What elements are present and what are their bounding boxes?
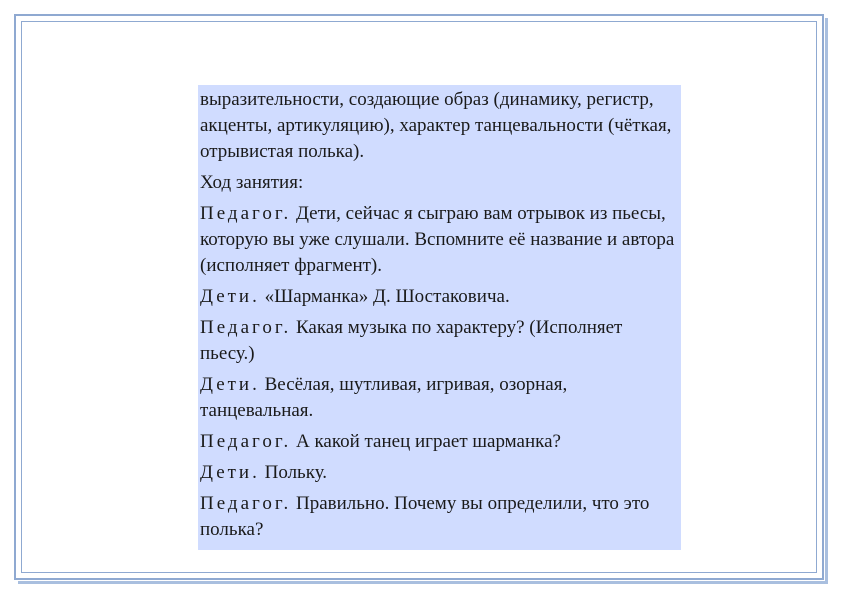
- paragraph-text: Дети, сейчас я сыграю вам отрывок из пьесы, которую вы уже слушали. Вспомните её название и автора (исполняет фрагмент).: [200, 203, 675, 276]
- paragraph-6: [200, 372, 677, 424]
- paragraph-text: «Шарманка» Д. Шостаковича.: [259, 286, 510, 307]
- speaker-label: Дети.: [200, 462, 260, 483]
- paragraph-7: [200, 429, 677, 455]
- speaker-label: Дети.: [200, 374, 260, 395]
- paragraph-text: Правильно. Почему вы определили, что это полька?: [200, 493, 650, 540]
- paragraph-1: [200, 87, 677, 165]
- paragraph-8: [200, 460, 677, 486]
- speaker-label: Педагог.: [200, 317, 292, 338]
- speaker-label: Педагог.: [200, 431, 292, 452]
- speaker-label: Дети.: [200, 286, 260, 307]
- paragraph-5: [200, 315, 677, 367]
- paragraph-text: А какой танец играет шарманка?: [291, 431, 561, 452]
- paragraph-text: Какая музыка по характеру? (Исполняет пьесу.): [200, 317, 623, 364]
- paragraph-text: Польку.: [259, 462, 328, 483]
- paragraph-text: выразительности, создающие образ (динамику, регистр, акценты, артикуляцию), характер танцевальности (чёткая, отрывистая полька).: [200, 89, 672, 162]
- paragraph-3: [200, 201, 677, 279]
- paragraph-text: Весёлая, шутливая, игривая, озорная, танцевальная.: [200, 374, 568, 421]
- speaker-label: Педагог.: [200, 203, 292, 224]
- paragraph-2: [200, 170, 677, 196]
- paragraph-9: [200, 491, 677, 543]
- paragraph-4: [200, 284, 677, 310]
- speaker-label: Педагог.: [200, 493, 292, 514]
- text-block: [198, 85, 681, 550]
- paragraph-text: Ход занятия:: [200, 172, 304, 193]
